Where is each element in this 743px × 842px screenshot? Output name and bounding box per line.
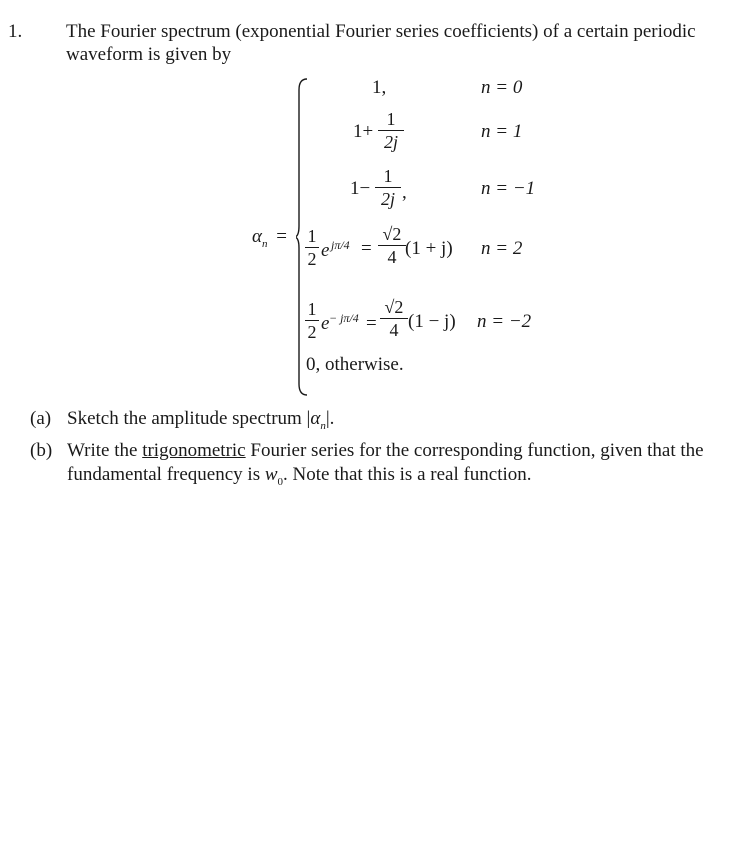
case-3-denominator: 2j bbox=[380, 189, 395, 209]
case-3-prefix: 1− bbox=[350, 178, 371, 199]
fraction-bar bbox=[305, 247, 319, 248]
fraction-bar bbox=[378, 245, 406, 246]
part-b-label: (b) bbox=[30, 440, 53, 461]
w-subscript: 0 bbox=[277, 476, 284, 488]
case-4-coef-fraction bbox=[305, 226, 319, 269]
alpha-symbol: α bbox=[252, 226, 262, 247]
problem-number: 1. bbox=[8, 21, 23, 42]
part-b-line2-before: fundamental frequency is bbox=[67, 464, 265, 485]
part-a-text bbox=[67, 408, 334, 432]
case-1-condition: n = 0 bbox=[481, 77, 523, 98]
part-b-text-before: Write the bbox=[67, 440, 143, 461]
equals-sign: = bbox=[276, 226, 287, 247]
case-3-numerator: 1 bbox=[383, 166, 393, 186]
alpha-subscript: n bbox=[320, 420, 326, 432]
case-5-sqrt-fraction bbox=[380, 297, 408, 340]
case-4-coef-numerator: 1 bbox=[307, 226, 317, 246]
case-2-prefix: 1+ bbox=[353, 121, 374, 142]
part-a-text-before: Sketch the amplitude spectrum | bbox=[67, 408, 311, 429]
case-4-sqrt-denominator: 4 bbox=[387, 247, 397, 267]
case-5-sqrt-numerator: √2 bbox=[384, 297, 404, 317]
part-b-line1 bbox=[67, 440, 704, 462]
case-3-condition: n = −1 bbox=[481, 178, 536, 199]
case-5-coef-numerator: 1 bbox=[307, 299, 317, 319]
case-4-sqrt-numerator: √2 bbox=[382, 224, 402, 244]
case-5-exp-power: − jπ/4 bbox=[329, 311, 359, 325]
case-2-fraction bbox=[378, 109, 404, 152]
case-3-fraction bbox=[375, 166, 401, 209]
case-4-factor: (1 + j) bbox=[405, 238, 453, 259]
case-5-sqrt-denominator: 4 bbox=[389, 320, 399, 340]
problem-intro-line1: The Fourier spectrum (exponential Fourier series coefficients) of a certain periodic bbox=[66, 21, 696, 42]
case-1-expr: 1, bbox=[372, 77, 387, 98]
case-4-exp-power: jπ/4 bbox=[331, 238, 350, 252]
part-a-text-after: |. bbox=[325, 408, 335, 429]
case-2-numerator: 1 bbox=[386, 109, 396, 129]
part-b-text-after: Fourier series for the corresponding function, given that the bbox=[245, 440, 704, 461]
part-a-label: (a) bbox=[30, 408, 52, 429]
case-5-exp-base: e bbox=[321, 313, 330, 334]
problem-intro-line2: waveform is given by bbox=[66, 44, 232, 65]
case-5-coef-denominator: 2 bbox=[307, 322, 317, 342]
case-5-condition: n = −2 bbox=[477, 311, 532, 332]
part-b-underlined-word: trigonometric bbox=[142, 440, 246, 461]
case-4-condition: n = 2 bbox=[481, 238, 523, 259]
case-3-suffix: , bbox=[402, 182, 407, 203]
case-5-coef-fraction bbox=[305, 299, 319, 342]
case-5-factor: (1 − j) bbox=[408, 311, 456, 332]
case-2-denominator: 2j bbox=[383, 132, 398, 152]
fraction-bar bbox=[380, 318, 408, 319]
case-4-sqrt-fraction bbox=[378, 224, 406, 267]
alpha-symbol: α bbox=[310, 408, 321, 429]
part-b-line2-after: . Note that this is a real function. bbox=[283, 464, 532, 485]
case-4-coef-denominator: 2 bbox=[307, 249, 317, 269]
case-4-exp-base: e bbox=[321, 240, 330, 261]
case-2-condition: n = 1 bbox=[481, 121, 523, 142]
case-4-equals: = bbox=[361, 238, 372, 259]
alpha-subscript: n bbox=[261, 238, 268, 250]
w-symbol: w bbox=[264, 464, 278, 485]
case-6-expr: 0, otherwise. bbox=[306, 354, 404, 375]
case-5-equals: = bbox=[366, 313, 377, 334]
equation-lhs bbox=[252, 226, 287, 250]
fraction-bar bbox=[375, 187, 401, 188]
part-b-line2 bbox=[67, 464, 532, 488]
fraction-bar bbox=[305, 320, 319, 321]
fraction-bar bbox=[378, 130, 404, 131]
